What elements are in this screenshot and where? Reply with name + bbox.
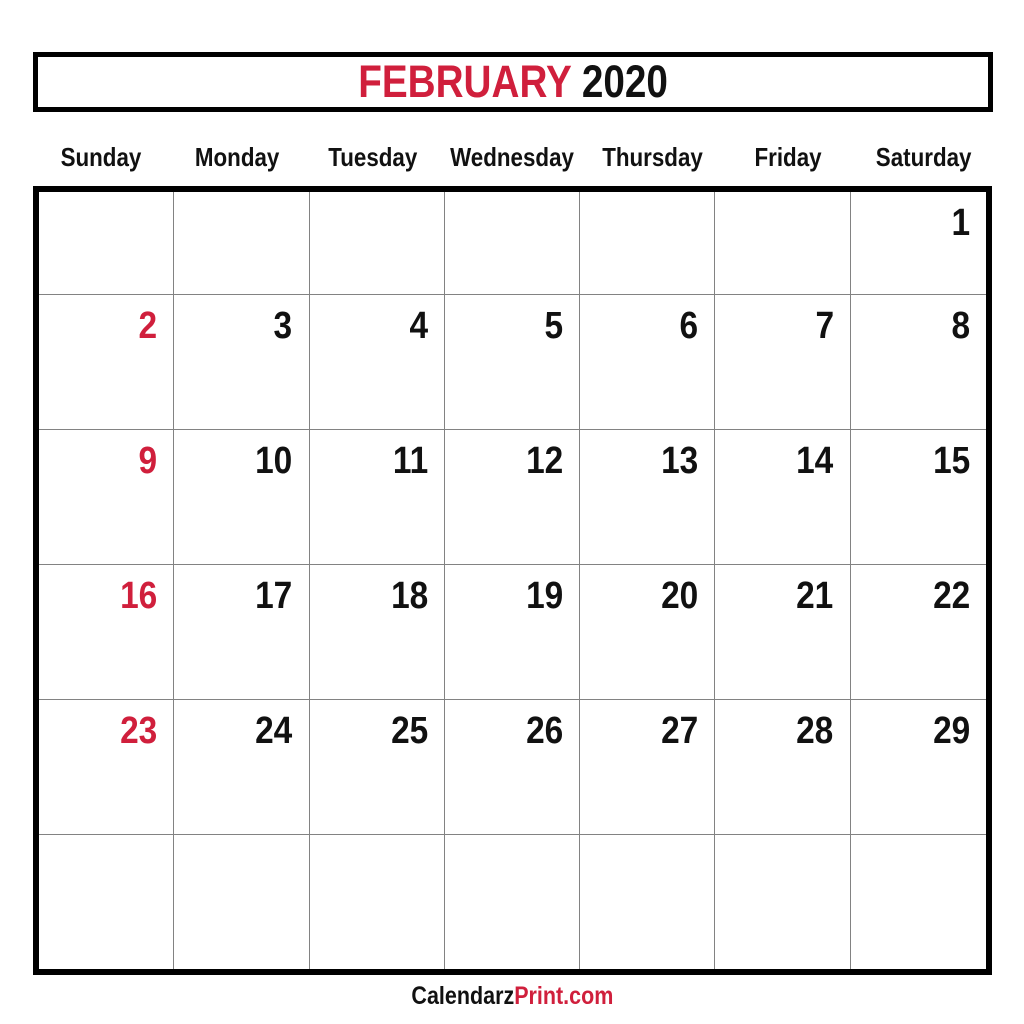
day-number: 27 — [661, 710, 699, 752]
day-cell-1 — [851, 192, 986, 295]
day-cell-empty — [174, 192, 309, 295]
day-cell-2 — [39, 295, 174, 430]
day-cell-18 — [310, 565, 445, 700]
day-cell-23 — [39, 700, 174, 835]
day-cell-28 — [715, 700, 850, 835]
weekday-monday — [169, 134, 305, 180]
weekday-label: Wednesday — [450, 141, 575, 172]
day-number: 25 — [390, 710, 428, 752]
day-number: 22 — [932, 575, 970, 617]
day-cell-14 — [715, 430, 850, 565]
weekday-label: Tuesday — [328, 141, 418, 172]
calendar-title-box — [33, 52, 993, 112]
day-cell-4 — [310, 295, 445, 430]
day-cell-10 — [174, 430, 309, 565]
footer-brand-red: Print.com — [513, 982, 613, 1010]
day-number: 13 — [661, 440, 699, 482]
title-year: 2020 — [581, 56, 668, 107]
day-cell-24 — [174, 700, 309, 835]
day-cell-empty — [851, 835, 986, 969]
footer-text — [411, 982, 613, 1011]
day-cell-9 — [39, 430, 174, 565]
day-cell-empty — [174, 835, 309, 969]
weekday-sunday — [33, 134, 169, 180]
weekday-wednesday — [440, 134, 584, 180]
day-cell-empty — [715, 835, 850, 969]
day-number: 12 — [525, 440, 564, 482]
day-cell-3 — [174, 295, 309, 430]
title-separator — [571, 56, 582, 107]
page-title — [358, 56, 668, 108]
day-cell-empty — [310, 835, 445, 969]
day-number: 6 — [679, 305, 699, 347]
day-cell-11 — [310, 430, 445, 565]
day-number: 17 — [255, 575, 293, 617]
day-cell-12 — [445, 430, 580, 565]
footer-brand-black: Calendarz — [411, 982, 514, 1010]
day-cell-empty — [39, 192, 174, 295]
weekday-friday — [720, 134, 856, 180]
day-number: 14 — [796, 440, 834, 482]
day-cell-17 — [174, 565, 309, 700]
day-number: 8 — [951, 305, 970, 347]
day-number: 10 — [255, 440, 293, 482]
day-cell-8 — [851, 295, 986, 430]
day-cell-empty — [445, 192, 580, 295]
day-cell-13 — [580, 430, 715, 565]
day-number: 21 — [796, 575, 834, 617]
title-month: FEBRUARY — [358, 56, 572, 107]
day-cell-6 — [580, 295, 715, 430]
day-number: 29 — [932, 710, 970, 752]
day-cell-19 — [445, 565, 580, 700]
weekday-thursday — [585, 134, 721, 180]
day-cell-29 — [851, 700, 986, 835]
day-cell-empty — [310, 192, 445, 295]
calendar-grid — [33, 186, 992, 975]
day-cell-7 — [715, 295, 850, 430]
day-cell-26 — [445, 700, 580, 835]
day-number: 16 — [120, 575, 158, 617]
footer-brand — [0, 982, 1024, 1011]
weekday-label: Monday — [194, 141, 279, 172]
day-cell-empty — [39, 835, 174, 969]
day-cell-27 — [580, 700, 715, 835]
day-number: 28 — [796, 710, 834, 752]
weekday-tuesday — [305, 134, 441, 180]
day-cell-20 — [580, 565, 715, 700]
day-cell-empty — [445, 835, 580, 969]
day-number: 23 — [120, 710, 158, 752]
day-cell-25 — [310, 700, 445, 835]
day-number: 18 — [390, 575, 428, 617]
day-number: 15 — [932, 440, 970, 482]
day-cell-empty — [715, 192, 850, 295]
day-number: 19 — [525, 575, 564, 617]
day-number: 3 — [273, 305, 293, 347]
day-cell-empty — [580, 192, 715, 295]
day-number: 7 — [815, 305, 834, 347]
day-number: 9 — [138, 440, 158, 482]
day-number: 26 — [525, 710, 564, 752]
day-number: 11 — [392, 440, 428, 482]
day-cell-15 — [851, 430, 986, 565]
day-number: 5 — [544, 305, 564, 347]
weekday-header-row — [33, 134, 992, 180]
weekday-label: Friday — [754, 141, 822, 172]
day-number: 20 — [661, 575, 699, 617]
day-number: 24 — [255, 710, 293, 752]
day-number: 2 — [138, 305, 158, 347]
day-number: 4 — [409, 305, 428, 347]
day-cell-empty — [580, 835, 715, 969]
weekday-label: Thursday — [602, 141, 703, 172]
weekday-label: Saturday — [876, 141, 972, 172]
day-cell-22 — [851, 565, 986, 700]
day-cell-21 — [715, 565, 850, 700]
day-number: 1 — [951, 202, 970, 244]
day-cell-16 — [39, 565, 174, 700]
day-cell-5 — [445, 295, 580, 430]
weekday-label: Sunday — [60, 141, 142, 172]
weekday-saturday — [856, 134, 992, 180]
